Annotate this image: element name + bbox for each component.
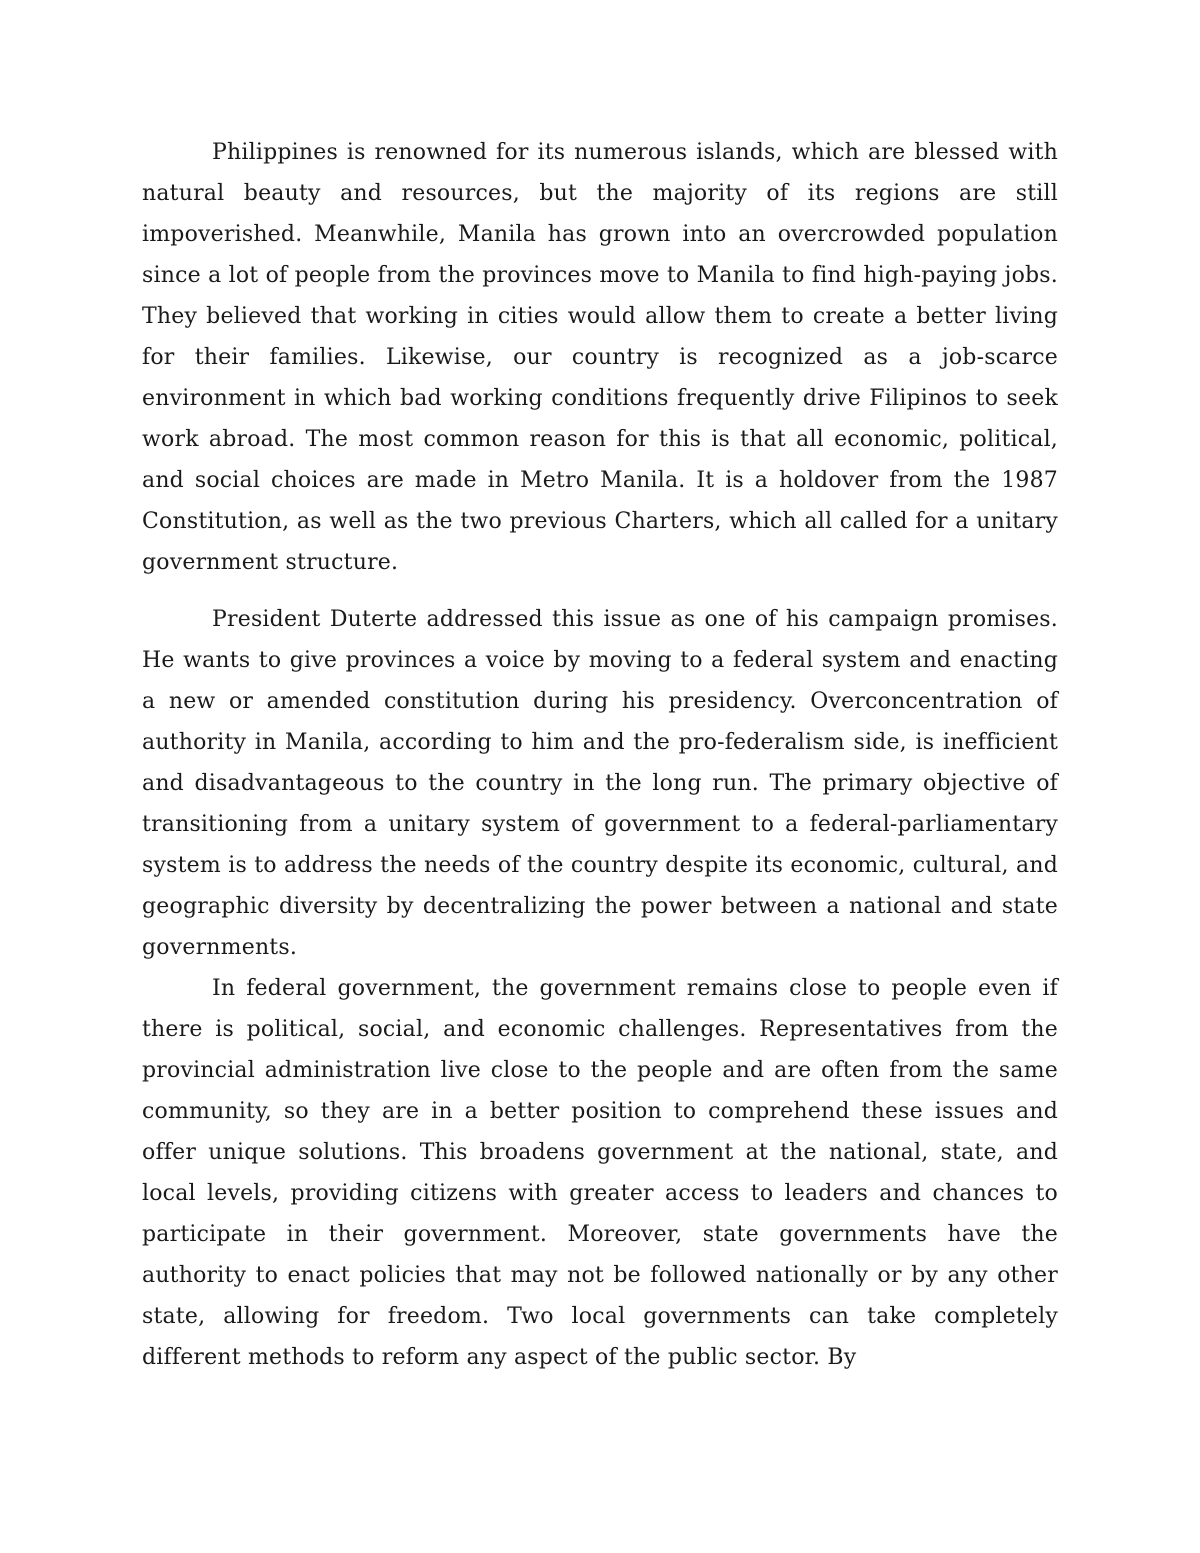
paragraph-1: Philippines is renowned for its numerous islands, which are blessed with natural beauty and resources, but the majority of its regions are still impoverished. Meanwhile, Manila has grown into an overcrowded population since a lot of people from the provinces move to Manila to find high-paying jobs. They believed that working in cities would allow them to create a better living for their families. Likewise, our country is recognized as a job-scarce environment in which bad working conditions frequently drive Filipinos to seek work abroad. The most common reason for this is that all economic, political, and social choices are made in Metro Manila. It is a holdover from the 1987 Constitution, as well as the two previous Charters, which all called for a unitary government structure. bbox=[142, 140, 1058, 575]
paragraph-2: President Duterte addressed this issue as one of his campaign promises. He wants to give provinces a voice by moving to a federal system and enacting a new or amended constitution during his presidency. Overconcentration of authority in Manila, according to him and the pro-federalism side, is inefficient and disadvantageous to the country in the long run. The primary objective of transitioning from a unitary system of government to a federal-parliamentary system is to address the needs of the country despite its economic, cultural, and geographic diversity by decentralizing the power between a national and state governments. bbox=[142, 607, 1058, 960]
paragraph-3: In federal government, the government remains close to people even if there is political, social, and economic challenges. Representatives from the provincial administration live close to the people and are often from the same community, so they are in a better position to comprehend these issues and offer unique solutions. This broadens government at the national, state, and local levels, providing citizens with greater access to leaders and chances to participate in their government. Moreover, state governments have the authority to enact policies that may not be followed nationally or by any other state, allowing for freedom. Two local governments can take completely different methods to reform any aspect of the public sector. By bbox=[142, 976, 1058, 1370]
document-body bbox=[142, 132, 1058, 1378]
